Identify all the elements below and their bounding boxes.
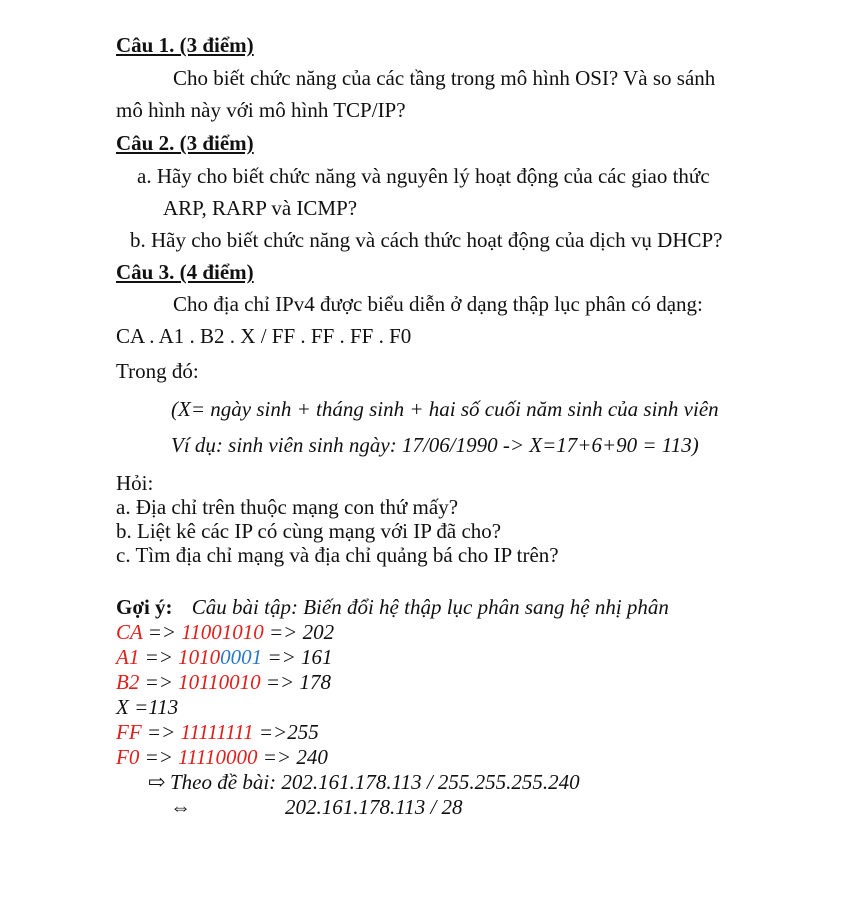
arrow-op: => <box>262 645 302 669</box>
q3-ask-label: Hỏi: <box>116 471 154 495</box>
q2-a-line2: ARP, RARP và ICMP? <box>163 196 358 220</box>
hint-text: Câu bài tập: Biến đổi hệ thập lục phân sang hệ nhị phân <box>191 595 669 619</box>
hint-result-2 <box>170 794 463 820</box>
decimal-value: 161 <box>301 645 333 669</box>
hex-value: F0 <box>116 745 140 769</box>
binary-value-low: 0001 <box>220 645 263 669</box>
equals-op: = <box>128 695 149 719</box>
q3-question-a: a. Địa chỉ trên thuộc mạng con thứ mấy? <box>116 495 459 519</box>
double-arrow-icon: ⇔ <box>170 795 191 819</box>
decimal-value: 202 <box>302 620 335 644</box>
binary-value: 11001010 <box>181 620 264 644</box>
q3-example: Ví dụ: sinh viên sinh ngày: 17/06/1990 -> X=17+6+90 = 113) <box>171 433 699 457</box>
hint-row-b2 <box>116 669 331 695</box>
binary-value: 11111111 <box>180 720 254 744</box>
q2-a-line1: a. Hãy cho biết chức năng và nguyên lý hoạt động của các giao thức <box>137 164 710 188</box>
q3-intro: Cho địa chỉ IPv4 được biểu diễn ở dạng thập lục phân có dạng: <box>173 292 703 316</box>
decimal-value: 240 <box>296 745 328 769</box>
q2-b-line: b. Hãy cho biết chức năng và cách thức hoạt động của dịch vụ DHCP? <box>130 228 723 252</box>
q3-address: CA . A1 . B2 . X / FF . FF . FF . F0 <box>116 324 412 348</box>
q1-text-line1: Cho biết chức năng của các tầng trong mô hình OSI? Và so sánh <box>173 66 716 90</box>
q3-where-label: Trong đó: <box>116 359 199 383</box>
q1-text-line2: mô hình này với mô hình TCP/IP? <box>116 98 406 122</box>
hint-label: Gợi ý: <box>116 595 173 619</box>
arrow-op: => <box>142 620 182 644</box>
hint-row-ca <box>116 619 334 645</box>
hint-row-x <box>116 694 178 720</box>
hint-line <box>116 594 669 620</box>
hex-value: FF <box>116 720 142 744</box>
binary-value: 11110000 <box>178 745 258 769</box>
hint-row-f0 <box>116 744 328 770</box>
q2-heading: Câu 2. (3 điểm) <box>116 131 254 155</box>
q3-heading: Câu 3. (4 điểm) <box>116 260 254 284</box>
hint-row-ff <box>116 719 319 745</box>
hex-value: A1 <box>116 645 140 669</box>
hex-value: CA <box>116 620 143 644</box>
decimal-value: 178 <box>299 670 331 694</box>
q3-x-definition: (X= ngày sinh + tháng sinh + hai số cuối năm sinh của sinh viên <box>171 397 719 421</box>
arrow-op: => <box>139 745 179 769</box>
result-text: Theo đề bài: 202.161.178.113 / 255.255.255.240 <box>170 770 580 794</box>
hint-row-a1 <box>116 644 333 670</box>
x-label: X <box>116 695 129 719</box>
q1-heading: Câu 1. (3 điểm) <box>116 33 254 57</box>
arrow-op: => <box>139 645 179 669</box>
decimal-value: 113 <box>148 695 179 719</box>
arrow-op: => <box>253 720 288 744</box>
arrow-op: => <box>260 670 300 694</box>
arrow-op: => <box>257 745 297 769</box>
decimal-value: 255 <box>287 720 319 744</box>
hint-result-1 <box>148 769 580 795</box>
right-arrow-icon: ⇨ <box>148 770 166 794</box>
binary-value-high: 1010 <box>178 645 221 669</box>
q3-question-c: c. Tìm địa chỉ mạng và địa chỉ quảng bá cho IP trên? <box>116 543 559 567</box>
arrow-op: => <box>263 620 303 644</box>
binary-value: 10110010 <box>178 670 261 694</box>
result-text: 202.161.178.113 / 28 <box>285 795 463 819</box>
hex-value: B2 <box>116 670 140 694</box>
arrow-op: => <box>139 670 179 694</box>
arrow-op: => <box>141 720 181 744</box>
q3-question-b: b. Liệt kê các IP có cùng mạng với IP đã cho? <box>116 519 502 543</box>
